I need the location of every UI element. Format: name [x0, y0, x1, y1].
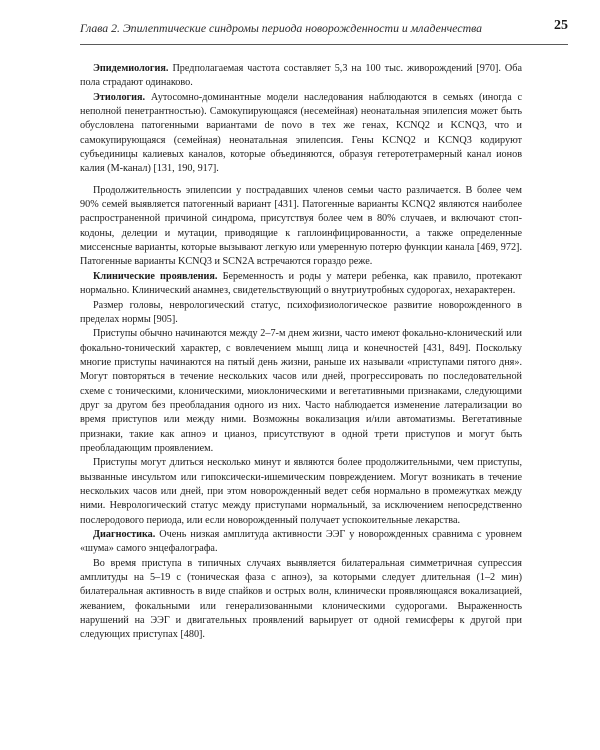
paragraph-heading: Клинические проявления. [93, 270, 218, 282]
running-header [80, 0, 568, 45]
paragraph-clinical [80, 270, 522, 299]
paragraph-text: Во время приступа в типичных случаях выявляется билатеральная симметричная супрессия амплитуды на 5–19 с (тоническая фаза с апноэ), за которыми следует длительная (1–2 мин) билатеральная активность в виде спайков и острых волн, клинически проявляющаяся вокализацией, жеванием, фокальными или генерализованными клоническими судорогами. Выраженность нарушений на ЭЭГ и двигательных проявлений варьирует от одной гемисферы к другой при следующих приступах [480]. [80, 557, 522, 641]
paragraph-eeg-findings [80, 557, 522, 643]
paragraph-text: Размер головы, неврологический статус, психофизиологическое развитие новорожденного в пределах нормы [905]. [80, 299, 522, 325]
paragraph-text: Приступы обычно начинаются между 2–7-м днем жизни, часто имеют фокально-клонический или фокально-тонический характер, с вовлечением мышц лица и конечностей [431, 849]. Поскольку многие приступы начинаются на пятый день жизни, раньше их называли «приступами пятого дня». Могут повторяться в течение нескольких часов или дней, прогрессировать по последовательной схеме с тоническими, клоническими, миоклоническими и вегетативными признаками, следующими друг за другом без преобладания одного из них. Часто наблюдается изменение латерализации во время приступов или между ними. Возможны вокализация и/или автоматизмы. Вегетативные признаки, такие как апноэ и цианоз, присутствуют в одной трети приступов и могут быть преобладающим проявлением. [80, 328, 522, 454]
body-text [80, 62, 522, 643]
paragraph-heading: Диагностика. [93, 529, 156, 540]
paragraph-diagnostics [80, 528, 522, 557]
paragraph-etiology [80, 91, 522, 177]
page-number: 25 [554, 18, 568, 33]
paragraph-text: Очень низкая амплитуда активности ЭЭГ у новорожденных сравнима с уровнем «шума» самого энцефалографа. [80, 529, 522, 555]
paragraph-text: Аутосомно-доминантные модели наследования наблюдаются в семьях (иногда с неполной пенетрантностью). Самокупирующаяся (несемейная) неонатальная эпилепсия может быть обусловлена патогенными вариантами de novo в тех же генах, KCNQ2 и KCNQ3, что и самокупирующаяся (семейная) неонатальная эпилепсия. Гены KCNQ2 и KCNQ3 кодируют субъединицы калиевых каналов, которые объединяются, образуя гетеротетрамерный канал ионов калия (М-канал) [131, 190, 917]. [80, 91, 522, 175]
paragraph-seizure-duration [80, 456, 522, 528]
paragraph-epidemiology [80, 62, 522, 91]
paragraph-duration [80, 184, 522, 270]
paragraph-heading: Этиология. [93, 91, 146, 103]
paragraph-seizure-onset [80, 327, 522, 456]
paragraph-text: Приступы могут длиться несколько минут и являются более продолжительными, чем приступы, вызванные инсультом или гипоксически-ишемическим повреждением. Могут возникать в течение нескольких часов или дней, при этом новорожденный ведет себя нормально в промежутках между ними. Неврологический статус между приступами нормальный, за исключением непосредственно послеродового периода, или если новорожденный получает успокоительные лекарства. [80, 457, 522, 526]
paragraph-heading: Эпидемиология. [93, 63, 169, 74]
paragraph-head-size [80, 299, 522, 328]
chapter-title: Глава 2. Эпилептические синдромы периода новорожденности и младенчества [80, 21, 483, 35]
paragraph-text: Предполагаемая частота составляет 5,3 на 100 тыс. живорождений [970]. Оба пола страдают одинаково. [80, 63, 522, 89]
paragraph-text: Продолжительность эпилепсии у пострадавших членов семьи часто различается. В более чем 90% семей выявляется патогенный вариант [431]. Патогенные варианты KCNQ2 являются наиболее распространенной причиной синдрома, присутствуя более чем в 80% случаев, и включают стоп-кодоны, делеции и мутации, приводящие к гаплоинфицированности, а также определенные миссенсные варианты, которые вызывают легкую или умеренную потерю функции канала [469, 972]. Патогенные варианты KCNQ3 и SCN2A встречаются гораздо реже. [80, 184, 522, 268]
paragraph-text: Беременность и роды у матери ребенка, как правило, протекают нормально. Клинический анамнез, свидетельствующий о внутриутробных судорогах, нехарактерен. [80, 270, 522, 297]
